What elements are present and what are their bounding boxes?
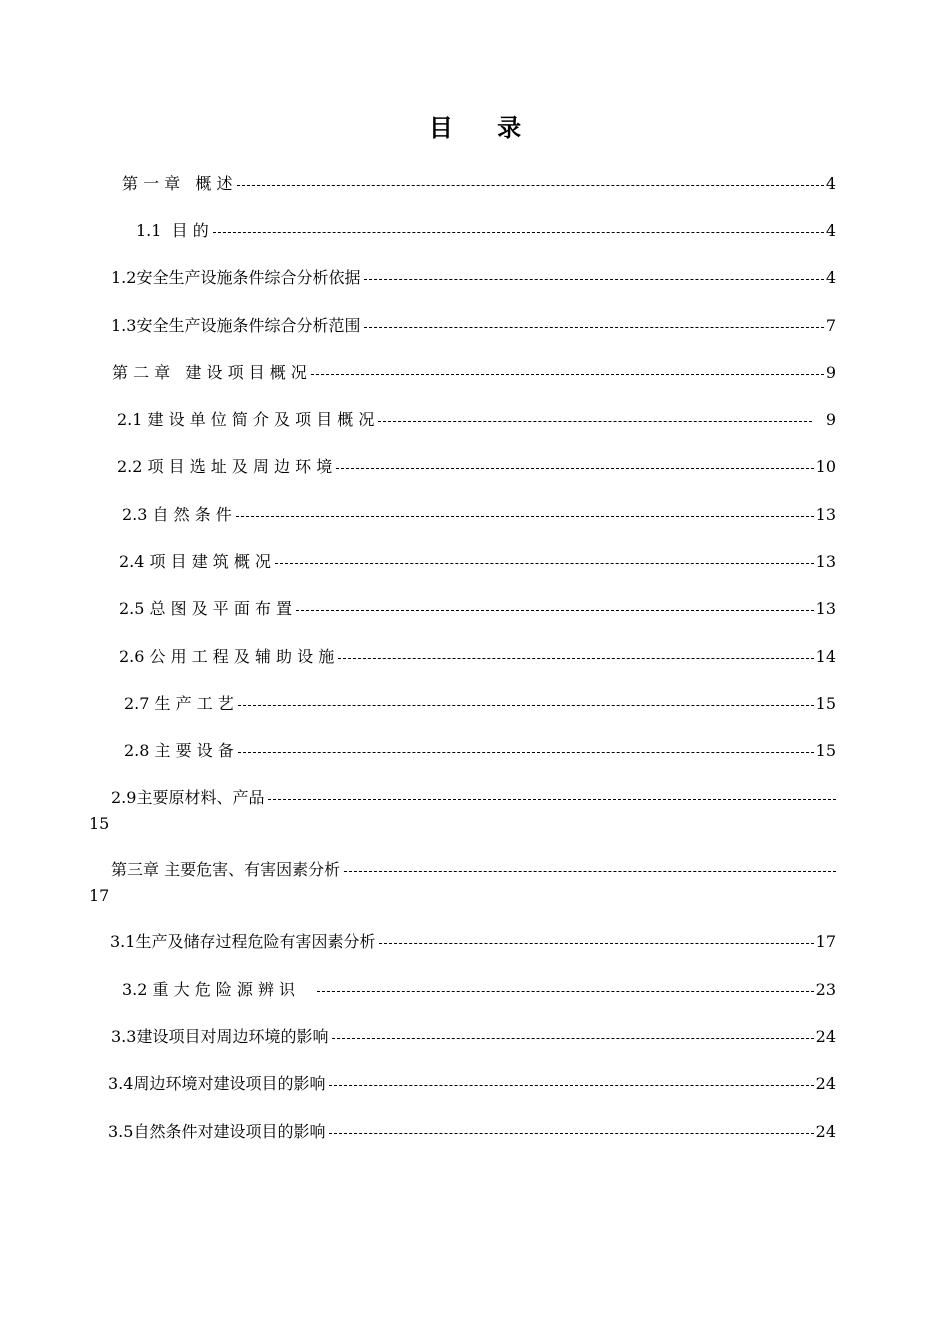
toc-entry-page: 23 <box>815 980 836 999</box>
toc-entry-page: 10 <box>815 457 836 476</box>
toc-entry-page: 4 <box>825 268 836 287</box>
toc-leader <box>379 942 813 944</box>
toc-entry[interactable] <box>112 362 836 384</box>
toc-entry-page: 9 <box>825 410 836 429</box>
toc-entry-label: 2.2 项 目 选 址 及 周 边 环 境 <box>117 457 333 476</box>
toc-entry[interactable] <box>111 859 836 881</box>
toc-entry-label: 2.1 建 设 单 位 简 介 及 项 目 概 况 <box>117 410 375 429</box>
toc-entry-label: 2.8 主 要 设 备 <box>124 741 234 760</box>
toc-entry-label: 3.2 重 大 危 险 源 辨 识 <box>122 980 296 999</box>
toc-entry[interactable] <box>119 551 836 573</box>
toc-entry-label: 2.6 公 用 工 程 及 辅 助 设 施 <box>119 647 335 666</box>
toc-entry-page: 9 <box>825 363 836 382</box>
toc-entry-label: 3.4周边环境对建设项目的影响 <box>108 1074 326 1093</box>
toc-entry-label: 2.9主要原材料、产品 <box>111 788 265 807</box>
toc-title: 目 录 <box>428 114 540 142</box>
toc-leader <box>296 609 814 611</box>
toc-entry-page: 7 <box>825 316 836 335</box>
toc-entry-label: 第三章 主要危害、有害因素分析 <box>111 860 341 879</box>
toc-leader <box>268 798 836 800</box>
toc-entry-page: 15 <box>815 741 836 760</box>
toc-leader <box>238 704 814 706</box>
toc-entry[interactable] <box>111 267 836 289</box>
toc-entry-label: 第 二 章 建 设 项 目 概 况 <box>112 363 307 382</box>
toc-entry-page: 17 <box>89 886 110 905</box>
toc-leader <box>329 1132 813 1134</box>
toc-entry-label: 2.3 自 然 条 件 <box>122 505 232 524</box>
toc-entry-page: 13 <box>815 505 836 524</box>
toc-entry-label: 2.4 项 目 建 筑 概 况 <box>119 552 271 571</box>
toc-entry-label: 1.2安全生产设施条件综合分析依据 <box>111 268 361 287</box>
toc-entry[interactable] <box>124 740 836 762</box>
toc-entry[interactable] <box>111 315 836 337</box>
toc-leader <box>237 184 824 186</box>
toc-leader <box>213 231 824 233</box>
toc-entry-label: 1.1 目 的 <box>136 221 209 240</box>
toc-leader <box>317 990 814 992</box>
toc-leader <box>329 1084 813 1086</box>
toc-entry-page: 4 <box>825 174 836 193</box>
toc-entry[interactable] <box>122 979 836 1001</box>
toc-entry[interactable] <box>119 598 836 620</box>
toc-entry[interactable] <box>117 409 836 431</box>
toc-entry-label: 1.3安全生产设施条件综合分析范围 <box>111 316 361 335</box>
toc-entry-page: 24 <box>815 1122 836 1141</box>
toc-entry-page: 13 <box>815 599 836 618</box>
toc-leader <box>275 562 814 564</box>
toc-entry-page: 14 <box>815 647 836 666</box>
toc-entry[interactable] <box>111 1026 836 1048</box>
toc-entry-page: 17 <box>815 932 836 951</box>
toc-entry[interactable] <box>111 787 836 809</box>
toc-entry[interactable] <box>136 220 836 242</box>
toc-entry[interactable] <box>117 456 836 478</box>
toc-leader <box>311 373 824 375</box>
toc-entry-label: 第 一 章 概 述 <box>122 174 233 193</box>
toc-entry-label: 2.7 生 产 工 艺 <box>124 694 234 713</box>
toc-leader <box>332 1037 813 1039</box>
toc-entry[interactable] <box>119 646 836 668</box>
toc-leader <box>238 751 814 753</box>
toc-entry-page: 4 <box>825 221 836 240</box>
toc-entry[interactable] <box>108 1121 836 1143</box>
toc-entry-page: 15 <box>815 694 836 713</box>
toc-entry[interactable] <box>110 931 836 953</box>
toc-entry-page: 24 <box>815 1027 836 1046</box>
toc-leader <box>364 326 823 328</box>
toc-entry-page: 24 <box>815 1074 836 1093</box>
toc-entry[interactable] <box>124 693 836 715</box>
toc-entry-label: 2.5 总 图 及 平 面 布 置 <box>119 599 293 618</box>
toc-entry-label: 3.1生产及储存过程危险有害因素分析 <box>110 932 376 951</box>
toc-leader <box>344 870 836 872</box>
toc-leader <box>338 657 813 659</box>
toc-entry-label: 3.5自然条件对建设项目的影响 <box>108 1122 326 1141</box>
toc-leader <box>236 515 814 517</box>
toc-entry[interactable] <box>108 1073 836 1095</box>
toc-leader <box>378 420 811 422</box>
toc-entry[interactable] <box>122 504 836 526</box>
toc-entry-page: 13 <box>815 552 836 571</box>
toc-entry-label: 3.3建设项目对周边环境的影响 <box>111 1027 329 1046</box>
toc-leader <box>364 278 823 280</box>
toc-entry-page: 15 <box>89 814 110 833</box>
toc-entry[interactable] <box>122 173 836 195</box>
toc-leader <box>336 467 813 469</box>
